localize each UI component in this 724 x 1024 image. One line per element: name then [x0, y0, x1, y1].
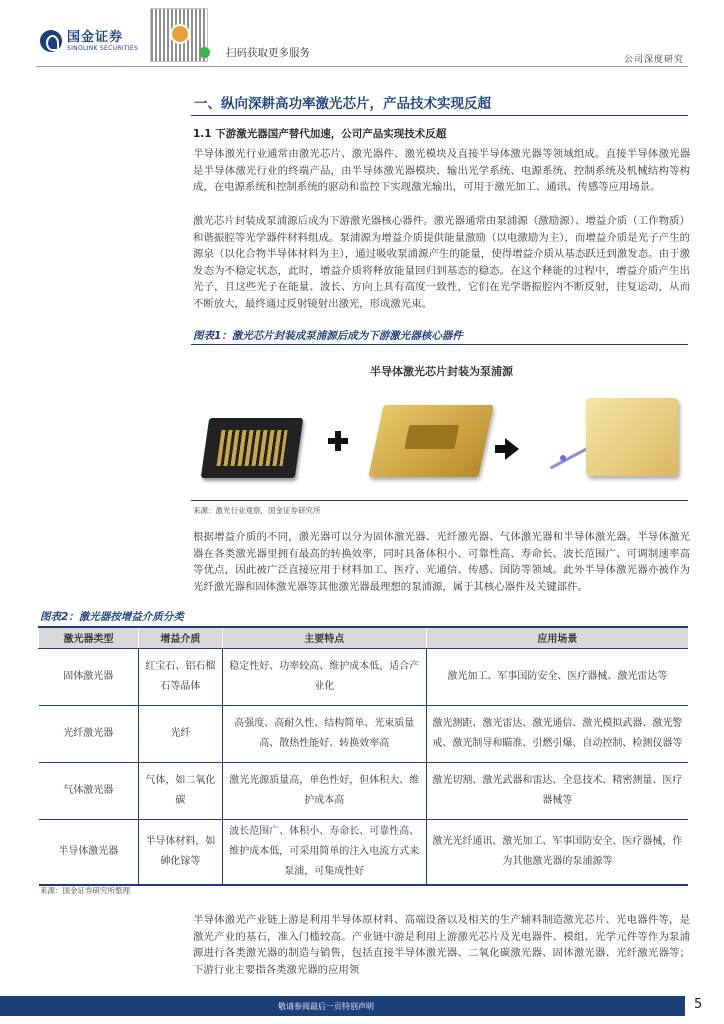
company-logo [40, 30, 138, 52]
table-row [39, 762, 689, 819]
table-cell: 气体，如二氧化碳 [138, 762, 222, 819]
figure-1-source: 来源：激光行业观察，国金证券研究所 [193, 506, 321, 515]
table-header: 主要特点 [222, 627, 426, 648]
table-header-row [39, 627, 689, 648]
paragraph-1: 半导体激光行业通常由激光芯片、激光器件、激光模块及直接半导体激光器等领域组成。直接半导体激光器是半导体激光行业的终端产品，由半导体激光器模块、输出光学系统、电源系统、控制系统及机械结构等构成，在电源系统和控制系统的驱动和监控下实现激光输出，可用于激光加工、通讯、传感等应用场景。 [193, 148, 690, 194]
figure-1-bottom-rule [191, 500, 688, 501]
disclaimer-note: 敬请参阅最后一页特别声明 [278, 1002, 374, 1011]
paragraph-2: 激光芯片封装成泵浦源后成为下游激光器核心器件。激光器通常由泵浦源（激励源）、增益介质（工作物质）和谐振腔等光学器件材料组成。泵浦源为增益介质提供能量激励（以电激励为主），而增益介质是光子产生的源泉（以化合物半导体材料为主），通过吸收泵浦源产生的能量，使得增益介质从基态跃迁到激发态。由于激发态为不稳定状态，此时，增益介质将释放能量回归到基态的稳态。在这个释能的过程中，增益介质产生出光子，且这些光子在能量、波长、方向上具有高度一致性，它们在光学谐振腔内不断反射，往复运动，从而不断放大，最终通过反射镜射出激光，形成激光束。 [193, 215, 690, 310]
section-title: 一、纵向深耕高功率激光芯片，产品技术实现反超 [194, 96, 491, 112]
scan-prompt: 扫码获取更多服务 [226, 47, 310, 59]
figure-2-source: 来源：国金证券研究所整理 [40, 886, 130, 895]
table-cell: 半导体激光器 [39, 819, 139, 885]
package-mount-illustration [368, 405, 493, 477]
qr-center-logo-icon [170, 24, 190, 44]
figure-2-title: 图表2：激光器按增益介质分类 [40, 611, 184, 623]
footer-band [0, 996, 685, 1016]
table-header: 应用场景 [426, 627, 688, 648]
report-type-label: 公司深度研究 [623, 55, 684, 65]
header-divider [36, 66, 688, 67]
paragraph-3: 根据增益介质的不同，激光器可以分为固体激光器、光纤激光器、气体激光器和半导体激光器。半导体激光器在各类激光器里拥有最高的转换效率，同时具备体积小、可靠性高、寿命长、波长范围广、可调制速率高等优点，因此被广泛直接应用于材料加工、医疗、光通信、传感、国防等领域。此外半导体激光器亦被作为光纤激光器和固体激光器等其他激光器最理想的泵浦源，属于其核心器件及关键部件。 [193, 531, 690, 593]
fiber-connector [560, 455, 566, 461]
table-row [39, 705, 689, 762]
table-cell: 稳定性好、功率较高、维护成本低，适合产业化 [222, 648, 426, 705]
table-cell: 激光切割、激光武器和雷达、全息技术、精密测量、医疗器械等 [426, 762, 688, 819]
table-cell: 激光加工、军事国防安全、医疗器械、激光雷达等 [426, 648, 688, 705]
wechat-badge-icon [199, 47, 210, 58]
logo-name: 国金证券 [67, 29, 124, 45]
table-cell: 半导体材料，如砷化镓等 [138, 819, 222, 885]
logo-icon [40, 30, 62, 52]
table-cell: 激光测距、激光雷达、激光通信、激光模拟武器、激光警戒、激光制导和瞄准、引燃引爆、自动控制、检测仪器等 [426, 705, 688, 762]
page-footer [0, 995, 724, 1024]
paragraph-4: 半导体激光产业链上游是利用半导体原材料、高端设备以及相关的生产辅料制造激光芯片、光电器件等，是激光产业的基石，准入门槛较高。产业链中游是利用上游激光芯片及光电器件、模组、光学元件等作为泵浦源进行各类激光器的制造与销售，包括直接半导体激光器、二氧化碳激光器、固体激光器、光纤激光器等；下游行业主要指各类激光器的应用领 [193, 914, 690, 976]
table-row [39, 648, 689, 705]
table-row [39, 819, 689, 885]
plus-icon [328, 431, 348, 451]
laser-chip-illustration [201, 418, 303, 478]
table-cell: 红宝石、铝石榴石等晶体 [138, 648, 222, 705]
table-cell: 波长范围广、体积小、寿命长、可靠性高、维护成本低，可采用简单的注入电流方式来泵浦，可集成性好 [222, 819, 426, 885]
figure-1-title: 图表1：激光芯片封装成泵浦源后成为下游激光器核心器件 [193, 330, 463, 342]
subsection-title: 1.1 下游激光器国产替代加速，公司产品实现技术反超 [193, 128, 447, 140]
table-cell: 气体激光器 [39, 762, 139, 819]
section-divider [191, 115, 688, 116]
table-cell: 激光光纤通讯、激光加工、军事国防安全、医疗器械，作为其他激光器的泵浦源等 [426, 819, 688, 885]
figure-1-caption: 半导体激光芯片封装为泵浦源 [370, 365, 513, 378]
table-cell: 光纤激光器 [39, 705, 139, 762]
table-cell: 固体激光器 [39, 648, 139, 705]
laser-classification-table [38, 626, 688, 886]
arrow-right-icon [505, 438, 519, 460]
table-header: 激光器类型 [39, 627, 139, 648]
mount-slot [404, 425, 459, 449]
page-number: 5 [694, 997, 703, 1012]
page-header [0, 0, 724, 68]
table-cell: 光纤 [138, 705, 222, 762]
pump-source-illustration [586, 398, 678, 476]
chip-pads [216, 430, 287, 466]
table-cell: 高强度、高耐久性、结构简单、光束质量高、散热性能好、转换效率高 [222, 705, 426, 762]
table-cell: 激光光源质量高，单色性好，但体积大、维护成本高 [222, 762, 426, 819]
figure-1-top-rule [191, 344, 688, 345]
table-header: 增益介质 [138, 627, 222, 648]
logo-name-en: SINOLINK SECURITIES [67, 44, 139, 52]
